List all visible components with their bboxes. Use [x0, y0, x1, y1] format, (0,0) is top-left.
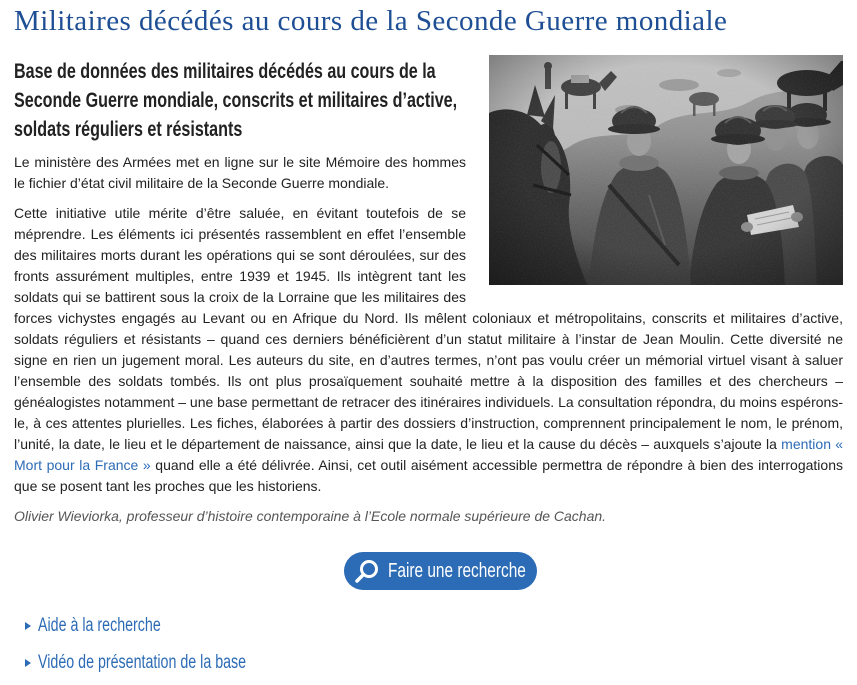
article-heading-text: Base de données des militaires décédés au cours de la Seconde Guerre mondiale, conscrits et militaires d’active, soldats réguliers et résistants [14, 60, 458, 141]
article [14, 55, 843, 536]
link-item-video [24, 649, 315, 677]
search-icon [353, 557, 381, 585]
search-button-label: Faire une recherche [388, 560, 526, 582]
body-text-after-link: quand elle a été délivrée. Ainsi, cet outil aisément accessible permettra de répondre à bien des interrogations que se posent tant les proches que les historiens. [14, 457, 843, 494]
mention-link[interactable]: mention « Mort pour la France » [14, 436, 843, 473]
intro-paragraph: Le ministère des Armées met en ligne sur le site Mémoire des hommes le fichier d’état civil militaire de la Seconde Guerre mondiale. [14, 154, 466, 191]
search-help-link[interactable]: Aide à la recherche [38, 615, 161, 636]
caret-right-icon [25, 622, 31, 630]
link-item-help [24, 612, 315, 640]
presentation-video-link[interactable]: Vidéo de présentation de la base [38, 652, 247, 673]
body-text-before-link: Cette initiative utile mérite d’être saluée, en évitant toutefois de se méprendre. Les éléments ici présentés rassemblent en effet l’ensemble des militaires morts durant les opérations qui se sont déroulées, sur des fronts assurément multiples, entre 1939 et 1945. Ils intègrent tant les soldats qui se battirent sous la croix de la Lorraine que les militaires des forces vichystes engagés au Levant ou en Afrique du Nord. Ils mêlent coloniaux et métropolitains, conscrits et militaires d’active, soldats réguliers et résistants – quand ces derniers bénéficièrent d’un statut militaire à l’instar de Jean Moulin. Cette diversité ne signe en rien un jugement moral. Les auteurs du site, en d’autres termes, n’ont pas voulu créer un mémorial virtuel visant à saluer l’ensemble des soldats tombés. Ils ont plus prosaïquement souhaité mettre à la disposition des familles et des chercheurs – généalogistes notamment – une base permettant de retracer des itinéraires individuels. La consultation répondra, du moins espérons-le, à ces attentes plurielles. Les fiches, élaborées à partir des dossiers d’instruction, comprennent principalement le nom, le prénom, l’unité, la date, le lieu et le département de naissance, ainsi que la date, le lieu et la cause du décès – auxquels s’ajoute la [14, 205, 843, 452]
search-button[interactable] [344, 552, 537, 590]
help-links [24, 612, 315, 685]
caret-right-icon [25, 659, 31, 667]
page-title: Militaires décédés au cours de la Seconde Guerre mondiale [14, 5, 728, 37]
author-signature: Olivier Wieviorka, professeur d’histoire contemporaine à l’Ecole normale supérieure de Cachan. [14, 508, 607, 524]
article-heading [14, 57, 843, 144]
